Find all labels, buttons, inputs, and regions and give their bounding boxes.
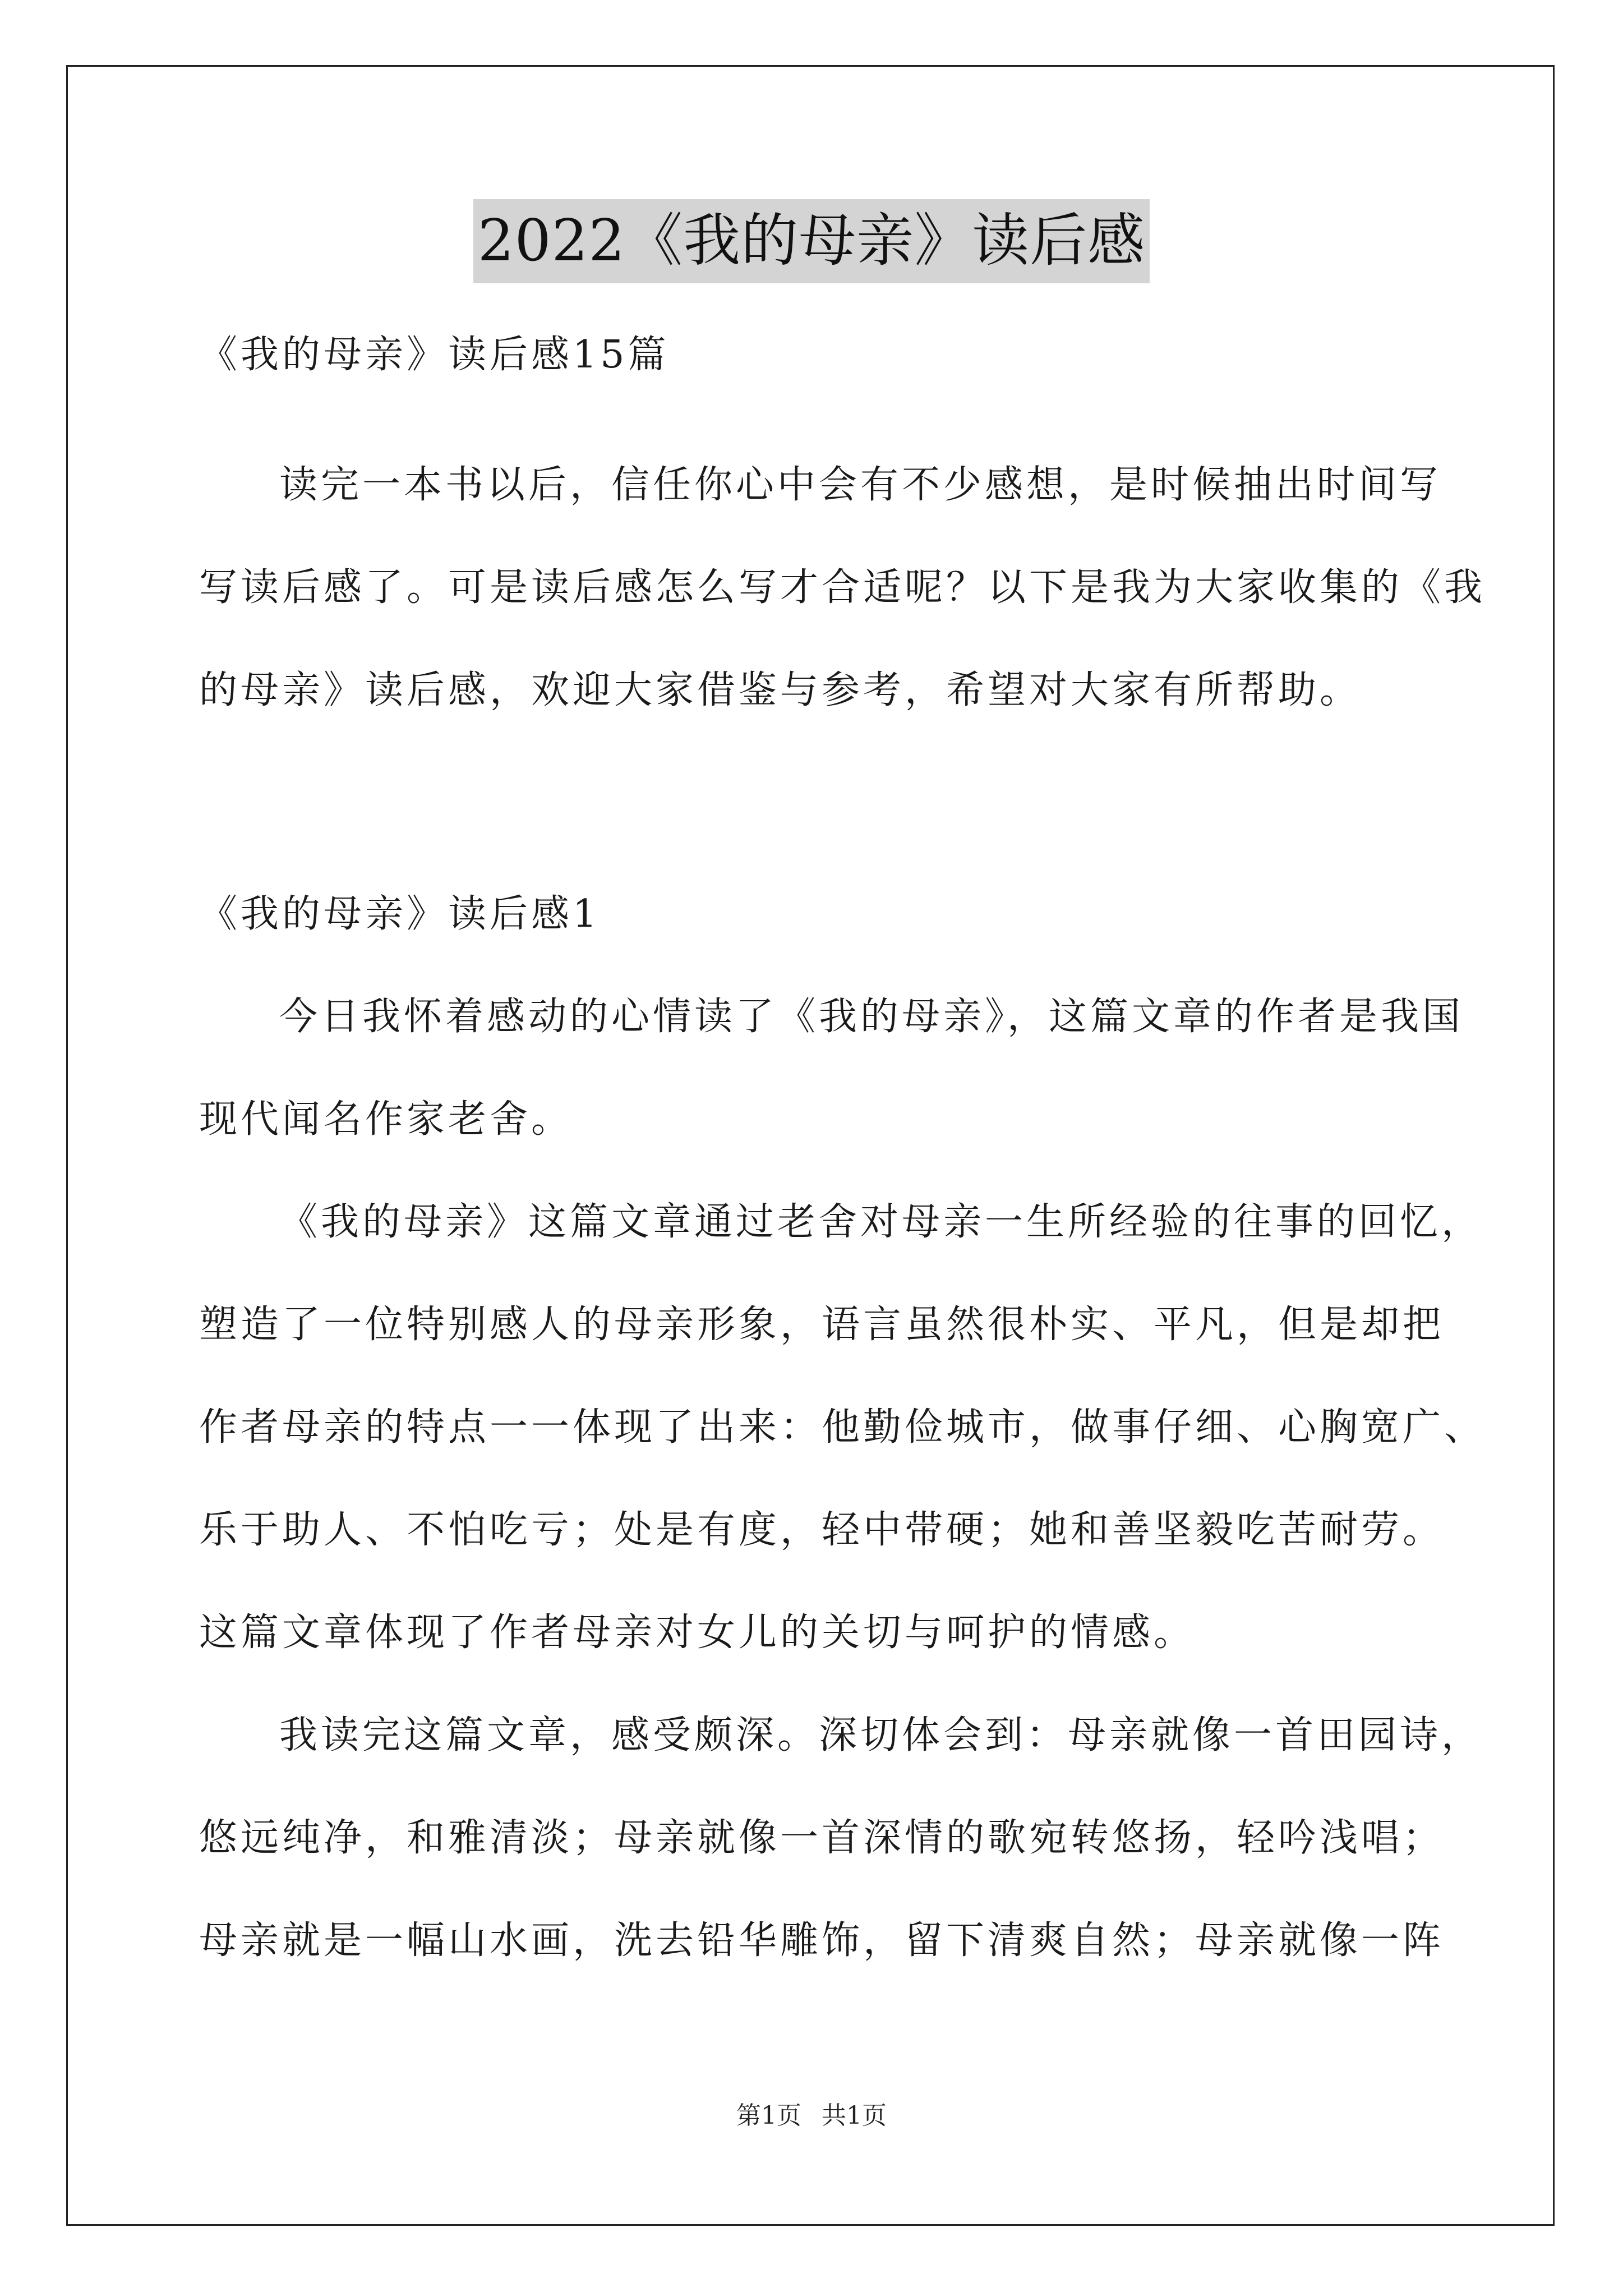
paragraph-line: 悠远纯净，和雅清淡；母亲就像一首深情的歌宛转悠扬，轻吟浅唱；	[199, 1816, 1445, 1860]
intro-line: 读完一本书以后，信任你心中会有不少感想，是时候抽出时间写	[279, 463, 1442, 507]
page-number: 第1页	[736, 2101, 801, 2130]
document-title: 2022《我的母亲》读后感	[473, 199, 1150, 283]
subtitle: 《我的母亲》读后感15篇	[199, 333, 670, 377]
paragraph-line: 乐于助人、不怕吃亏；处是有度，轻中带硬；她和善坚毅吃苦耐劳。	[199, 1508, 1445, 1552]
intro-line: 写读后感了。可是读后感怎么写才合适呢？以下是我为大家收集的《我	[199, 565, 1486, 610]
page-footer	[0, 2099, 1623, 2133]
paragraph-line: 塑造了一位特别感人的母亲形象，语言虽然很朴实、平凡，但是却把	[199, 1303, 1445, 1347]
paragraph-line: 现代闻名作家老舍。	[199, 1097, 573, 1142]
page-border	[66, 65, 1555, 2226]
paragraph-line: 这篇文章体现了作者母亲对女儿的关切与呵护的情感。	[199, 1611, 1196, 1655]
paragraph-line: 今日我怀着感动的心情读了《我的母亲》，这篇文章的作者是我国	[279, 995, 1464, 1039]
section-heading: 《我的母亲》读后感1	[199, 892, 601, 936]
paragraph-line: 作者母亲的特点一一体现了出来：他勤俭城市，做事仔细、心胸宽广、	[199, 1405, 1486, 1450]
paragraph-line: 《我的母亲》这篇文章通过老舍对母亲一生所经验的往事的回忆，	[279, 1200, 1483, 1244]
paragraph-line: 我读完这篇文章，感受颇深。深切体会到：母亲就像一首田园诗，	[279, 1713, 1483, 1757]
page-total: 共1页	[822, 2101, 887, 2130]
title-container	[0, 199, 1623, 283]
paragraph-line: 母亲就是一幅山水画，洗去铅华雕饰，留下清爽自然；母亲就像一阵	[199, 1918, 1445, 1963]
intro-line: 的母亲》读后感，欢迎大家借鉴与参考，希望对大家有所帮助。	[199, 668, 1362, 712]
